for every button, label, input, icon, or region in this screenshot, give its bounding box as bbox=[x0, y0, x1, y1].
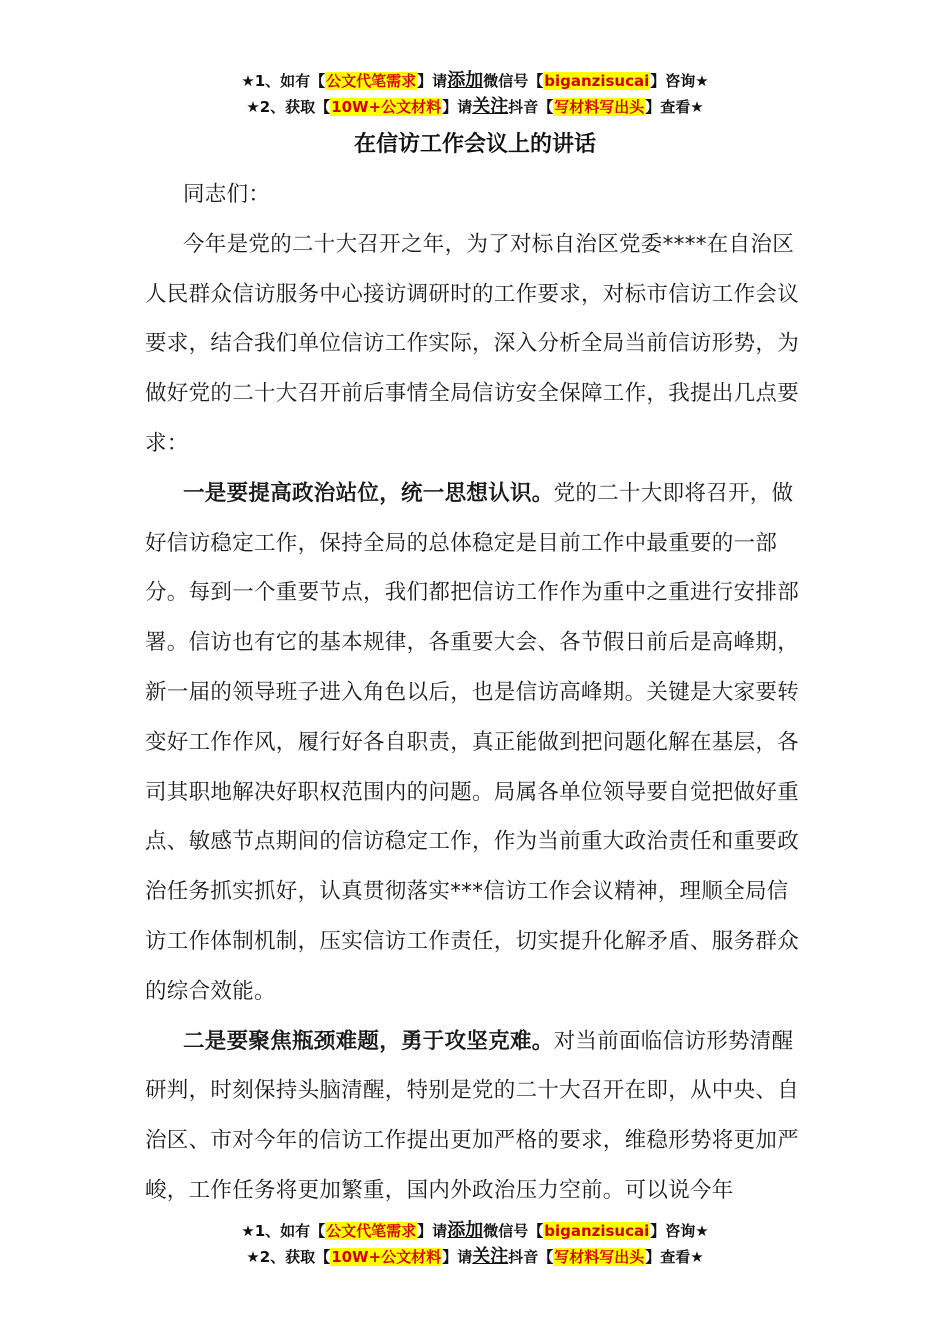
banner-text: 】请 bbox=[442, 98, 473, 116]
banner-text: 】查看★ bbox=[645, 1248, 704, 1266]
banner-line-1 bbox=[0, 1218, 950, 1244]
banner-text: 】查看★ bbox=[645, 98, 704, 116]
point-2-paragraph bbox=[145, 1017, 807, 1216]
banner-line-2 bbox=[0, 1244, 950, 1270]
banner-text: ★2、获取【 bbox=[246, 1248, 331, 1266]
banner-text: 】请 bbox=[442, 1248, 473, 1266]
banner-text: 抖音【 bbox=[508, 1248, 554, 1266]
banner-emphasis: 添加 bbox=[447, 70, 484, 91]
point-1-paragraph bbox=[145, 469, 807, 1017]
banner-line-1 bbox=[0, 68, 950, 94]
banner-highlight: biganzisucai bbox=[544, 72, 650, 90]
banner-text: 】咨询★ bbox=[650, 72, 709, 90]
banner-highlight: 写材料写出头 bbox=[554, 98, 645, 116]
banner-text: 微信号【 bbox=[483, 72, 544, 90]
banner-highlight: biganzisucai bbox=[544, 1222, 650, 1240]
footer-banner bbox=[0, 1218, 950, 1270]
document-body bbox=[145, 170, 807, 1216]
point-2-lead: 二是要聚焦瓶颈难题，勇于攻坚克难。 bbox=[183, 1028, 554, 1054]
point-1-lead: 一是要提高政治站位，统一思想认识。 bbox=[183, 480, 554, 506]
banner-text: 抖音【 bbox=[508, 98, 554, 116]
banner-highlight: 10W+公文材料 bbox=[331, 98, 442, 116]
banner-emphasis: 添加 bbox=[447, 1220, 484, 1241]
point-2-body: 对当前面临信访形势清醒研判，时刻保持头脑清醒，特别是党的二十大召开在即，从中央、自治区、市对今年的信访工作提出更加严格的要求，维稳形势将更加严峻，工作任务将更加繁重，国内外政治压力空前。可以说今年 bbox=[145, 1028, 800, 1203]
banner-line-2 bbox=[0, 94, 950, 120]
banner-emphasis: 关注 bbox=[472, 96, 509, 117]
banner-highlight: 10W+公文材料 bbox=[331, 1248, 442, 1266]
banner-text: 】请 bbox=[417, 72, 448, 90]
banner-text: 】咨询★ bbox=[650, 1222, 709, 1240]
point-1-body: 党的二十大即将召开，做好信访稳定工作，保持全局的总体稳定是目前工作中最重要的一部分。每到一个重要节点，我们都把信访工作作为重中之重进行安排部署。信访也有它的基本规律，各重要大会、各节假日前后是高峰期，新一届的领导班子进入角色以后，也是信访高峰期。关键是大家要转变好工作作风，履行好各自职责，真正能做到把问题化解在基层，各司其职地解决好职权范围内的问题。局属各单位领导要自觉把做好重点、敏感节点期间的信访稳定工作，作为当前重大政治责任和重要政治任务抓实抓好，认真贯彻落实***信访工作会议精神，理顺全局信访工作体制机制，压实信访工作责任，切实提升化解矛盾、服务群众的综合效能。 bbox=[145, 480, 800, 1004]
banner-text: ★1、如有【 bbox=[241, 1222, 326, 1240]
banner-emphasis: 关注 bbox=[472, 1246, 509, 1267]
banner-text: 】请 bbox=[417, 1222, 448, 1240]
banner-text: 微信号【 bbox=[483, 1222, 544, 1240]
banner-text: ★2、获取【 bbox=[246, 98, 331, 116]
document-title: 在信访工作会议上的讲话 bbox=[353, 132, 596, 157]
banner-text: ★1、如有【 bbox=[241, 72, 326, 90]
intro-paragraph: 今年是党的二十大召开之年，为了对标自治区党委****在自治区人民群众信访服务中心接访调研时的工作要求，对标市信访工作会议要求，结合我们单位信访工作实际，深入分析全局当前信访形势，为做好党的二十大召开前后事情全局信访安全保障工作，我提出几点要求： bbox=[145, 231, 800, 456]
banner-highlight: 写材料写出头 bbox=[554, 1248, 645, 1266]
banner-highlight: 公文代笔需求 bbox=[326, 72, 417, 90]
greeting: 同志们： bbox=[183, 182, 271, 207]
banner-highlight: 公文代笔需求 bbox=[326, 1222, 417, 1240]
header-banner bbox=[0, 68, 950, 120]
